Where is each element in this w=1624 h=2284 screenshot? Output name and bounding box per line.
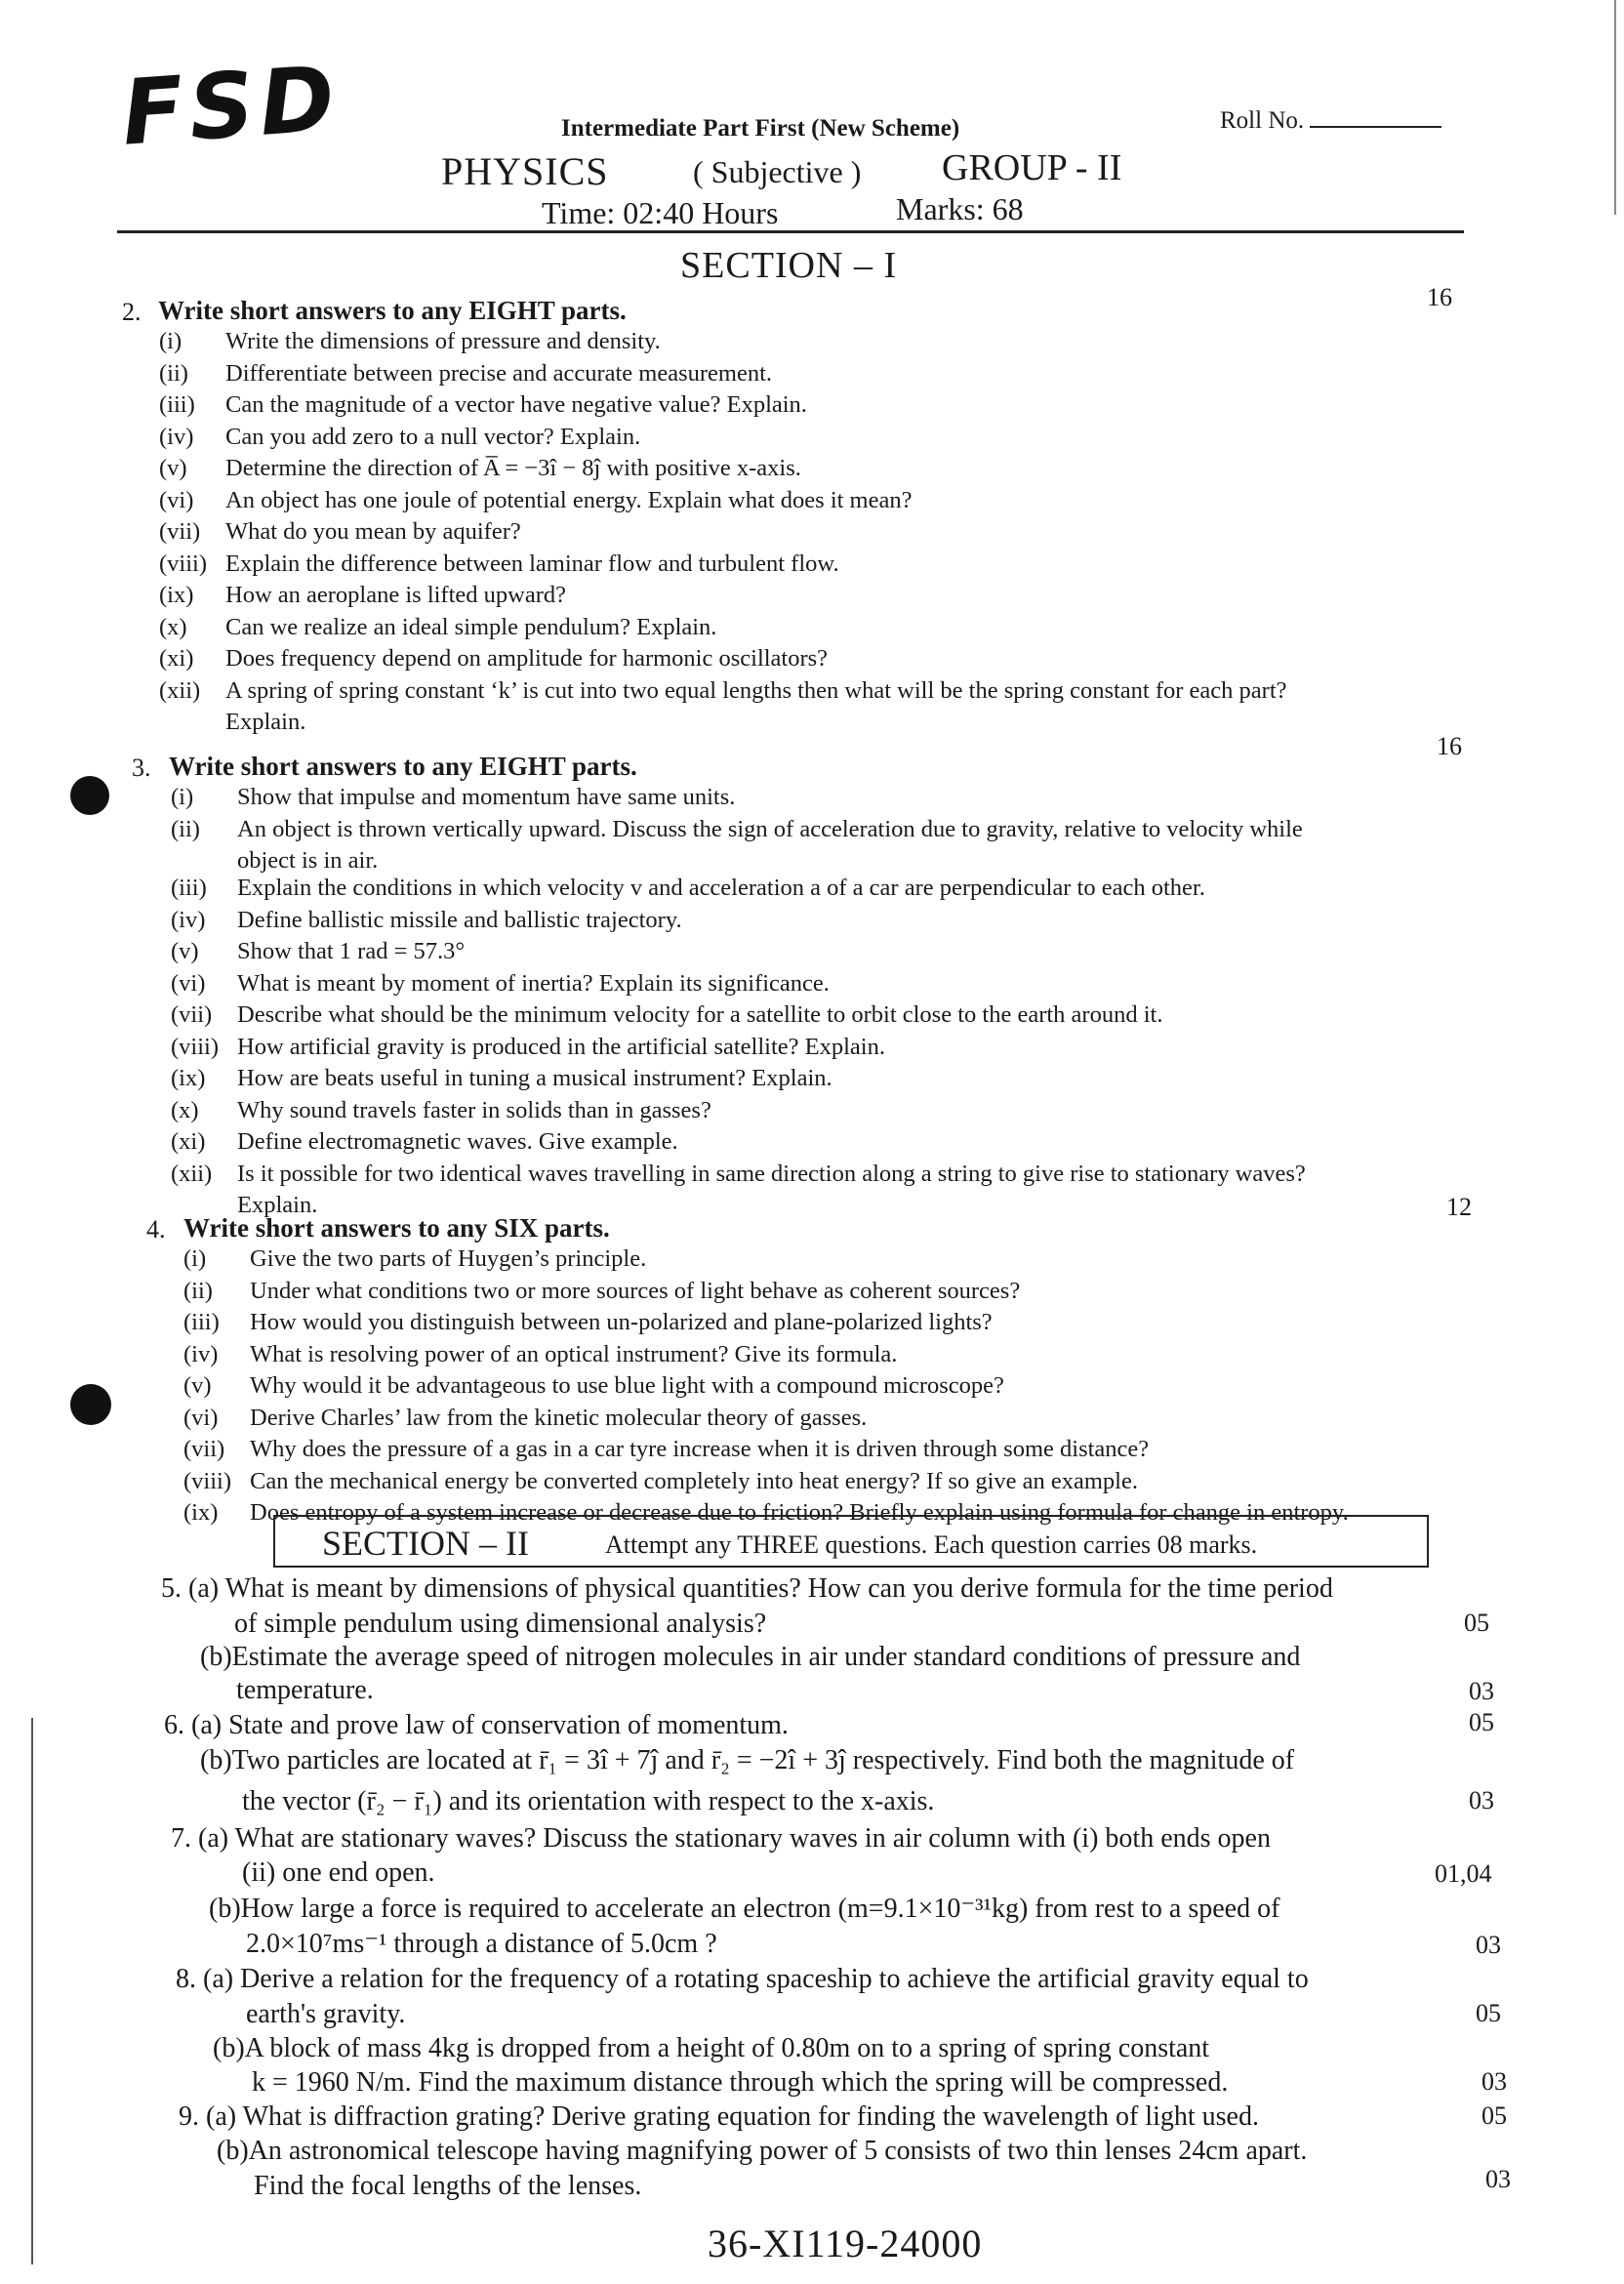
question-marks: 12 — [1446, 1193, 1472, 1221]
part-text: An object is thrown vertically upward. Discuss the sign of acceleration due to gravity, relative to velocity while — [237, 815, 1303, 842]
long-question-mark: 03 — [1482, 2067, 1507, 2096]
part-text: Why sound travels faster in solids than in gasses? — [237, 1096, 711, 1123]
part-numeral: (ix) — [171, 1065, 206, 1091]
question-part — [159, 391, 807, 424]
part-text: What is meant by moment of inertia? Explain its significance. — [237, 969, 830, 997]
section-1-title: SECTION – I — [680, 245, 898, 286]
section-2-title: SECTION – II — [322, 1524, 529, 1563]
question-part — [171, 969, 830, 1002]
part-numeral: (vi) — [159, 486, 194, 513]
part-numeral: (vi) — [183, 1404, 219, 1431]
long-question-mark: 05 — [1464, 1609, 1489, 1637]
question-heading: Write short answers to any EIGHT parts. — [169, 752, 637, 781]
question-part — [171, 1001, 1163, 1034]
part-text: Explain the conditions in which velocity v and acceleration a of a car are perpendicular to each other. — [237, 875, 1205, 901]
long-question-line: 9. (a) What is diffraction grating? Derive grating equation for finding the wavelength of light used. — [179, 2101, 1259, 2132]
handwritten-logo: FSD — [118, 46, 344, 166]
question-part — [171, 875, 1205, 907]
part-text: A spring of spring constant ‘k’ is cut into two equal lengths then what will be the spring constant for each part? — [225, 676, 1287, 704]
part-text-continued: Explain. — [225, 709, 306, 735]
long-question-line: the vector (r̄₂ − r̄₁) and its orientation with respect to the x-axis. — [242, 1786, 935, 1816]
long-question-line: (b)An astronomical telescope having magnifying power of 5 consists of two thin lenses 24cm apart. — [217, 2136, 1308, 2166]
part-text: Can the magnitude of a vector have negative value? Explain. — [225, 391, 807, 418]
long-question-mark: 03 — [1469, 1786, 1494, 1815]
long-question-line: of simple pendulum using dimensional analysis? — [234, 1609, 767, 1639]
roll-number-blank — [1310, 108, 1441, 128]
roll-number-field — [1220, 107, 1441, 135]
part-numeral: (v) — [183, 1372, 212, 1399]
question-number: 3. — [132, 754, 151, 782]
part-text: Show that 1 rad = 57.3° — [237, 938, 466, 964]
long-question-line: Find the focal lengths of the lenses. — [254, 2171, 642, 2201]
exam-board-line: Intermediate Part First (New Scheme) — [561, 115, 960, 142]
part-numeral: (v) — [171, 938, 199, 964]
long-question-line: (b)Two particles are located at r̄₁ = 3î + 7ĵ and r̄₂ = −2î + 3ĵ respectively. Find both the magnitude of — [200, 1745, 1295, 1775]
part-numeral: (x) — [171, 1096, 199, 1123]
margin-edge-line — [31, 1718, 33, 2264]
time-allowed: Time: 02:40 Hours — [542, 195, 779, 230]
long-question-mark: 01,04 — [1435, 1859, 1492, 1888]
question-heading: Write short answers to any EIGHT parts. — [158, 296, 627, 325]
question-part — [171, 1128, 678, 1161]
group-label: GROUP - II — [942, 147, 1122, 188]
paper-type: ( Subjective ) — [693, 154, 862, 189]
long-question-mark: 03 — [1476, 1931, 1501, 1959]
part-text: Describe what should be the minimum velocity for a satellite to orbit close to the earth around it. — [237, 1001, 1163, 1028]
punch-hole-mark — [70, 1384, 111, 1425]
long-question-mark: 05 — [1482, 2101, 1507, 2130]
subject-title: PHYSICS — [441, 149, 609, 193]
long-question-line: earth's gravity. — [246, 1999, 406, 2029]
question-part — [159, 645, 829, 677]
question-part — [171, 1065, 832, 1097]
question-part — [159, 486, 913, 519]
long-question-line: 5. (a) What is meant by dimensions of physical quantities? How can you derive formula for the time period — [161, 1573, 1333, 1604]
part-text: Determine the direction of A̅ = −3î − 8ĵ with positive x-axis. — [225, 455, 801, 481]
question-part — [171, 1160, 1306, 1193]
long-question-line: (b)A block of mass 4kg is dropped from a height of 0.80m on to a spring of spring constant — [213, 2033, 1210, 2063]
part-numeral: (ix) — [183, 1499, 219, 1526]
part-text: How would you distinguish between un-polarized and plane-polarized lights? — [250, 1309, 993, 1335]
part-numeral: (vii) — [159, 518, 201, 545]
part-text: What do you mean by aquifer? — [225, 518, 521, 545]
question-part — [159, 359, 773, 392]
long-question-line: k = 1960 N/m. Find the maximum distance through which the spring will be compressed. — [252, 2067, 1229, 2098]
part-numeral: (i) — [171, 784, 194, 810]
header-divider — [117, 230, 1464, 233]
section-2-instructions: Attempt any THREE questions. Each question carries 08 marks. — [605, 1530, 1258, 1559]
part-text: Can you add zero to a null vector? Explain. — [225, 423, 641, 450]
roll-number-label: Roll No. — [1220, 107, 1305, 134]
part-text: Why would it be advantageous to use blue light with a compound microscope? — [250, 1372, 1004, 1399]
long-question-mark: 03 — [1469, 1677, 1494, 1705]
question-3-parts — [171, 784, 1306, 1219]
part-numeral: (ii) — [159, 359, 188, 387]
question-marks: 16 — [1427, 283, 1452, 311]
long-question-mark: 03 — [1485, 2165, 1511, 2193]
part-numeral: (iii) — [159, 391, 195, 418]
question-part — [171, 1033, 885, 1066]
part-text: Write the dimensions of pressure and density. — [225, 328, 661, 354]
part-numeral: (iv) — [171, 906, 206, 933]
part-text: Define ballistic missile and ballistic trajectory. — [237, 906, 682, 933]
part-numeral: (x) — [159, 613, 187, 640]
part-text: Why does the pressure of a gas in a car tyre increase when it is driven through some distance? — [250, 1436, 1150, 1462]
question-number: 4. — [146, 1215, 166, 1244]
question-2-parts — [159, 328, 1287, 736]
question-heading: Write short answers to any SIX parts. — [183, 1213, 610, 1243]
long-question-line: (b)How large a force is required to accelerate an electron (m=9.1×10⁻³¹kg) from rest to a speed of — [209, 1894, 1280, 1924]
part-numeral: (xi) — [159, 645, 194, 672]
part-numeral: (ix) — [159, 582, 194, 608]
part-numeral: (vi) — [171, 969, 206, 997]
part-numeral: (i) — [159, 328, 183, 354]
part-text-continued: object is in air. — [237, 847, 379, 874]
part-numeral: (vii) — [183, 1436, 225, 1462]
question-part — [159, 613, 717, 646]
part-text: How artificial gravity is produced in the artificial satellite? Explain. — [237, 1033, 885, 1060]
part-numeral: (ii) — [183, 1277, 213, 1304]
part-text: Under what conditions two or more sources of light behave as coherent sources? — [250, 1277, 1021, 1304]
part-text: Can the mechanical energy be converted completely into heat energy? If so give an example. — [250, 1467, 1138, 1494]
part-text: Explain the difference between laminar flow and turbulent flow. — [225, 550, 839, 577]
long-question-line: (ii) one end open. — [242, 1857, 435, 1888]
question-part — [171, 938, 466, 970]
part-text-continued: Explain. — [237, 1192, 318, 1218]
part-numeral: (viii) — [171, 1033, 219, 1060]
long-question-line: 8. (a) Derive a relation for the frequency of a rotating spaceship to achieve the artificial gravity equal to — [176, 1964, 1309, 1994]
question-part — [159, 518, 521, 551]
part-numeral: (iv) — [183, 1340, 219, 1367]
question-marks: 16 — [1437, 732, 1462, 760]
part-numeral: (viii) — [159, 550, 207, 577]
long-question-line: (b)Estimate the average speed of nitrogen molecules in air under standard conditions of pressure and — [200, 1642, 1301, 1672]
part-numeral: (iv) — [159, 423, 194, 450]
long-question-mark: 05 — [1469, 1708, 1494, 1736]
part-text: How are beats useful in tuning a musical instrument? Explain. — [237, 1065, 832, 1091]
question-part — [159, 328, 661, 360]
part-numeral: (xi) — [171, 1128, 206, 1155]
total-marks: Marks: 68 — [896, 191, 1024, 226]
part-text: Is it possible for two identical waves travelling in same direction along a string to give rise to stationary waves? — [237, 1160, 1306, 1187]
paper-code: 36-XI119-24000 — [708, 2222, 983, 2265]
part-numeral: (i) — [183, 1245, 207, 1272]
question-number: 2. — [122, 298, 142, 326]
part-text: Can we realize an ideal simple pendulum? Explain. — [225, 613, 717, 640]
long-question-line: 2.0×10⁷ms⁻¹ through a distance of 5.0cm ? — [246, 1929, 717, 1959]
part-numeral: (v) — [159, 455, 187, 481]
part-numeral: (iii) — [183, 1309, 220, 1335]
part-numeral: (iii) — [171, 875, 207, 901]
scan-edge-line — [1614, 0, 1616, 215]
part-numeral: (xii) — [159, 676, 201, 704]
part-text: Derive Charles’ law from the kinetic molecular theory of gasses. — [250, 1404, 868, 1431]
punch-hole-mark — [70, 776, 109, 815]
part-text: What is resolving power of an optical instrument? Give its formula. — [250, 1340, 898, 1367]
question-part — [159, 455, 801, 487]
part-text: Give the two parts of Huygen’s principle. — [250, 1245, 647, 1272]
part-text: Define electromagnetic waves. Give example. — [237, 1128, 678, 1155]
question-part — [159, 676, 1287, 710]
part-numeral: (xii) — [171, 1160, 213, 1187]
part-text: Does entropy of a system increase or decrease due to friction? Briefly explain using formula for change in entropy. — [250, 1499, 1349, 1526]
question-part — [171, 906, 682, 939]
question-part — [171, 1096, 711, 1129]
part-numeral: (vii) — [171, 1001, 213, 1028]
question-part — [159, 582, 566, 614]
long-question-line: temperature. — [236, 1675, 374, 1705]
part-text: Differentiate between precise and accurate measurement. — [225, 359, 773, 387]
long-question-line: 6. (a) State and prove law of conservation of momentum. — [164, 1710, 789, 1740]
part-numeral: (viii) — [183, 1467, 231, 1494]
part-text: An object has one joule of potential energy. Explain what does it mean? — [225, 486, 913, 513]
part-numeral: (ii) — [171, 815, 200, 842]
part-text: How an aeroplane is lifted upward? — [225, 582, 566, 608]
question-part — [171, 815, 1303, 848]
long-question-line: 7. (a) What are stationary waves? Discuss the stationary waves in air column with (i) both ends open — [171, 1823, 1271, 1854]
question-part — [171, 784, 736, 816]
question-part — [159, 423, 641, 456]
long-question-mark: 05 — [1476, 1999, 1501, 2027]
part-text: Show that impulse and momentum have same units. — [237, 784, 736, 810]
question-part — [159, 550, 839, 583]
part-text: Does frequency depend on amplitude for harmonic oscillators? — [225, 645, 829, 672]
